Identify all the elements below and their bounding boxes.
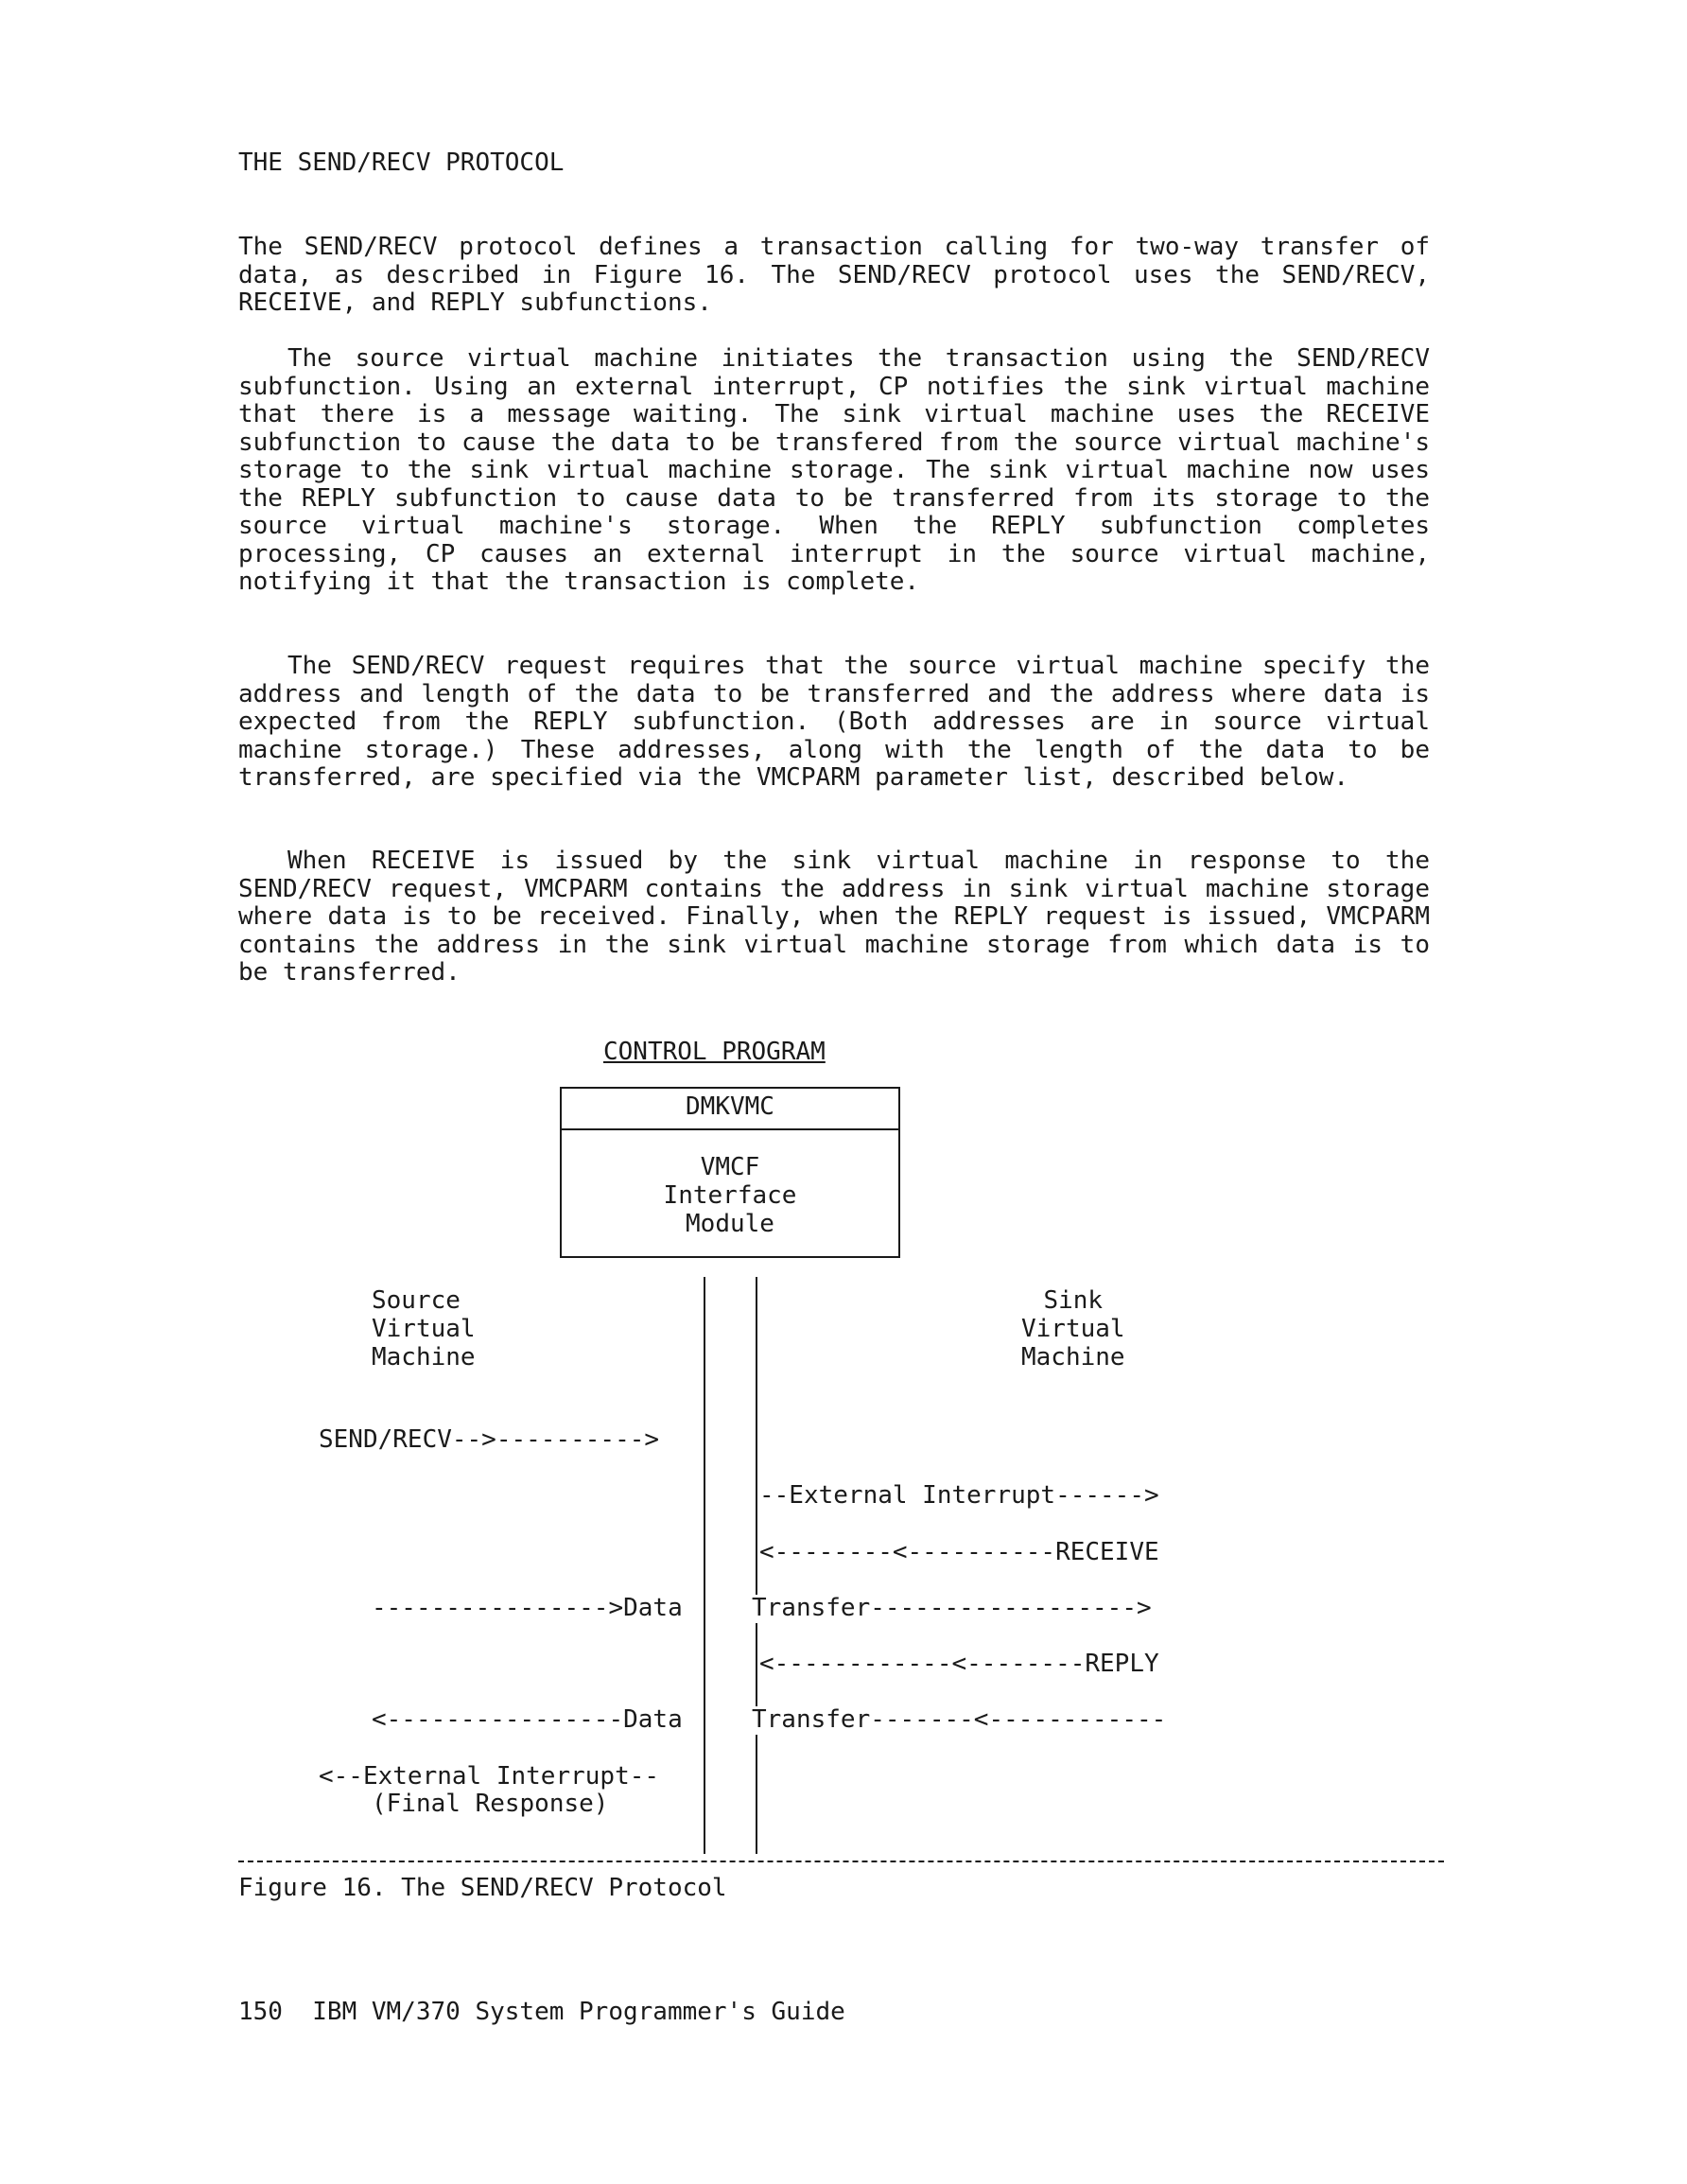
- data-transfer-2-left: <----------------Data: [372, 1705, 683, 1734]
- figure-caption: Figure 16. The SEND/RECV Protocol: [238, 1874, 727, 1902]
- figure-rule: [238, 1861, 1444, 1862]
- source-connector-line: [704, 1277, 705, 1854]
- box-divider: [562, 1128, 898, 1130]
- data-transfer-2-right: Transfer-------<------------: [752, 1705, 1167, 1734]
- sink-connector-line: [756, 1277, 757, 1854]
- diagram-title: CONTROL PROGRAM: [603, 1038, 826, 1066]
- final-response-label: (Final Response): [372, 1790, 609, 1818]
- receive-arrow: <--------<----------RECEIVE: [759, 1538, 1159, 1566]
- send-recv-arrow: SEND/RECV-->---------->: [319, 1425, 660, 1454]
- external-interrupt-arrow: --External Interrupt------>: [759, 1481, 1159, 1510]
- paragraph-4: When RECEIVE is issued by the sink virtual machine in response to the SEND/RECV request, VMCPARM contains the address in sink virtual machine storage where data is to be received. Finally, when the REPLY request is issued, VMCPARM contains the address in the sink virtual machine storage from which data is to be transferred.: [238, 847, 1430, 987]
- sink-vm-label: Sink Virtual Machine: [1021, 1286, 1125, 1372]
- module-box: [560, 1087, 900, 1258]
- paragraph-2: The source virtual machine initiates the transaction using the SEND/RECV subfunction. Using an external interrupt, CP notifies the sink virtual machine that there is a message waiting. The sink virtual machine uses the RECEIVE subfunction to cause the data to be transfered from the source virtual machine's storage to the sink virtual machine storage. The sink virtual machine now uses the REPLY subfunction to cause data to be transferred from its storage to the source virtual machine's storage. When the REPLY subfunction completes processing, CP causes an external interrupt in the source virtual machine, notifying it that the transaction is complete.: [238, 344, 1430, 596]
- page-footer: 150 IBM VM/370 System Programmer's Guide: [238, 1998, 845, 2026]
- reply-arrow: <------------<--------REPLY: [759, 1650, 1159, 1678]
- final-interrupt-arrow: <--External Interrupt--: [319, 1762, 660, 1791]
- data-transfer-1-left: ---------------->Data: [372, 1594, 683, 1622]
- paragraph-3: The SEND/RECV request requires that the source virtual machine specify the address and length of the data to be transferred and the address where data is expected from the REPLY subfunction. (Both addresses are in source virtual machine storage.) These addresses, along with the length of the data to be transferred, are specified via the VMCPARM parameter list, described below.: [238, 652, 1430, 792]
- section-heading: THE SEND/RECV PROTOCOL: [238, 149, 565, 177]
- data-transfer-1-right: Transfer------------------>: [752, 1594, 1152, 1622]
- module-description: VMCF Interface Module: [663, 1153, 797, 1238]
- module-name: DMKVMC: [686, 1092, 774, 1121]
- paragraph-1: The SEND/RECV protocol defines a transaction calling for two-way transfer of data, as described in Figure 16. The SEND/RECV protocol uses the SEND/RECV, RECEIVE, and REPLY subfunctions.: [238, 233, 1430, 317]
- source-vm-label: Source Virtual Machine: [372, 1286, 476, 1372]
